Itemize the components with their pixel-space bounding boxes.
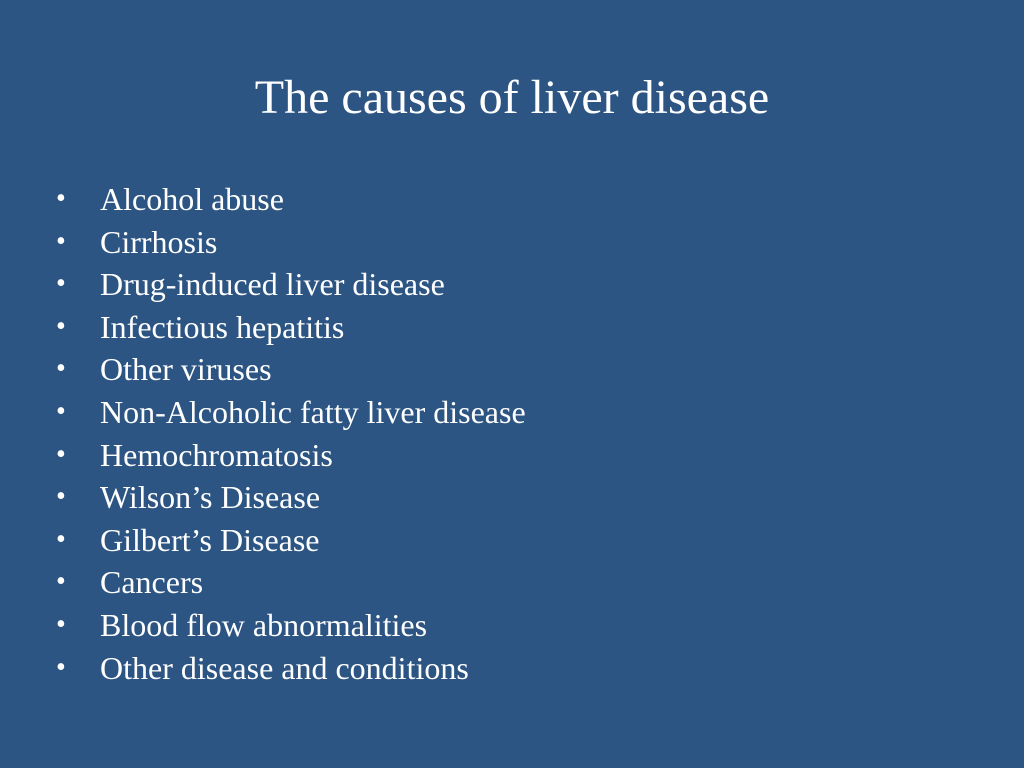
list-item-text: Other disease and conditions [100, 649, 469, 686]
list-item-text: Cancers [100, 564, 204, 601]
bullet-icon: • [56, 353, 66, 385]
list-item-text: Cirrhosis [100, 223, 218, 260]
list-item-text: Alcohol abuse [100, 181, 284, 217]
bullet-icon: • [56, 225, 66, 257]
bullet-icon: • [56, 268, 66, 300]
bullet-icon: • [56, 523, 66, 555]
bullet-icon: • [56, 651, 66, 683]
bullet-icon: • [56, 481, 66, 513]
list-item-text: Blood flow abnormalities [100, 606, 428, 643]
list-item-text: Hemochromatosis [100, 436, 333, 473]
list-item-text: Gilbert’s Disease [100, 521, 320, 558]
list-item-text: Non-Alcoholic fatty liver disease [100, 393, 526, 430]
list-item-text: Infectious hepatitis [100, 308, 345, 345]
bullet-icon: • [56, 566, 66, 598]
bullet-icon: • [56, 310, 66, 342]
list-item-text: Drug-induced liver disease [100, 266, 445, 303]
slide-title: The causes of liver disease [254, 71, 770, 124]
list-item-text: Other viruses [100, 351, 272, 388]
bullet-icon: • [56, 395, 66, 427]
list-item-text: Wilson’s Disease [100, 479, 321, 516]
bullet-icon: • [56, 183, 66, 214]
bullet-icon: • [56, 608, 66, 640]
bullet-icon: • [56, 438, 66, 470]
